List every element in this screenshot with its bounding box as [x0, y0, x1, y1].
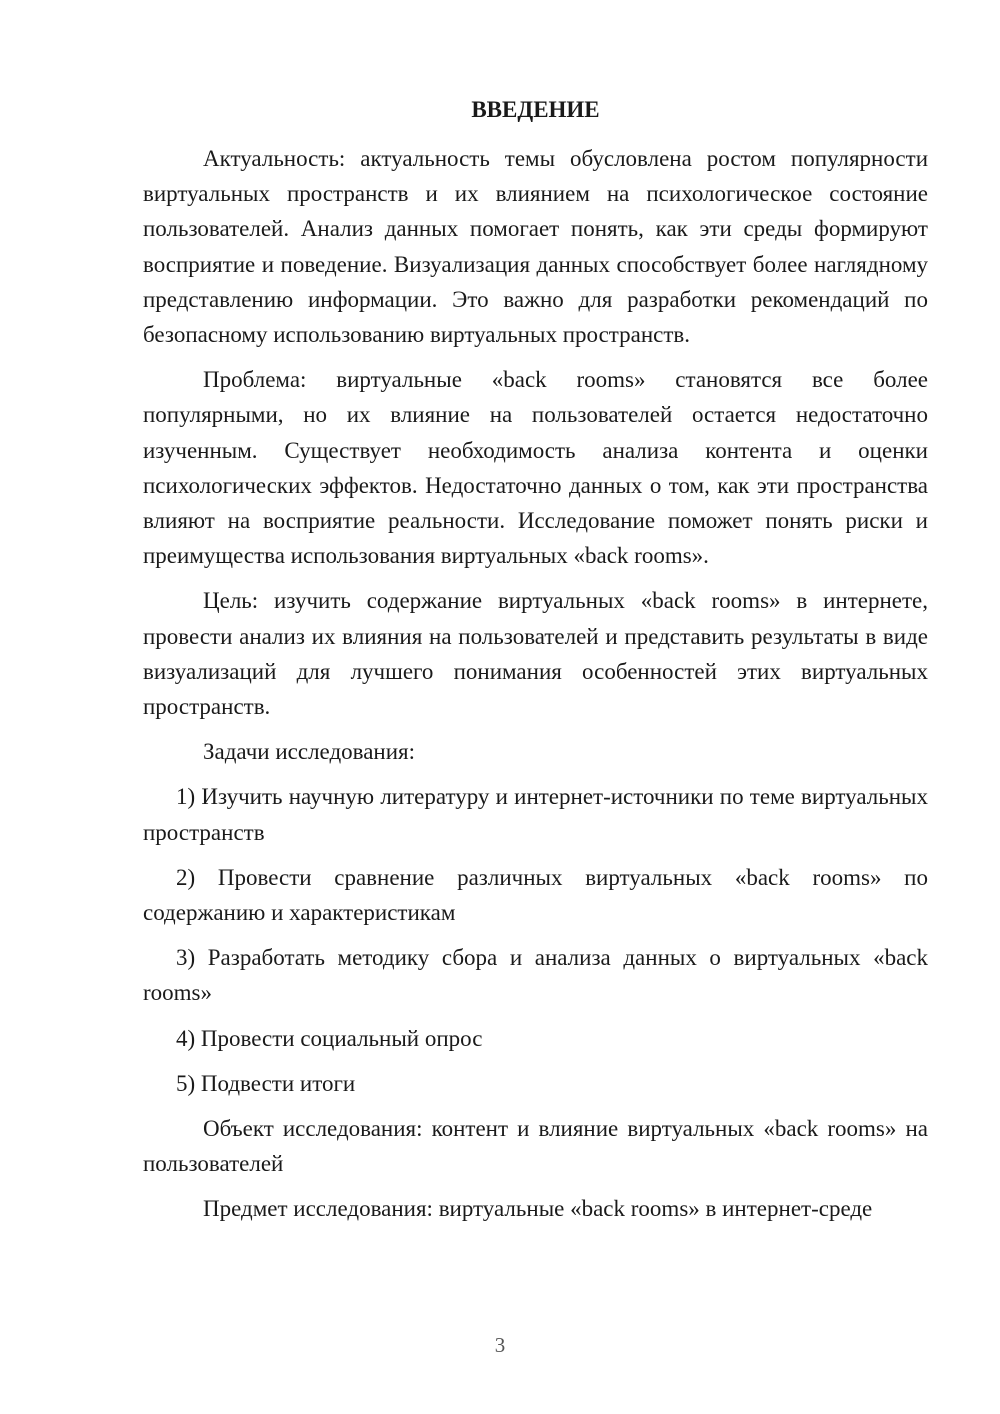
goal-paragraph: Цель: изучить содержание виртуальных «back rooms» в интернете, провести анализ их влияния на пользователей и представить результаты в виде визуализаций для лучшего понимания особенностей этих виртуальных пространств. [143, 588, 928, 720]
section-heading: ВВЕДЕНИЕ [471, 97, 600, 122]
subject-paragraph: Предмет исследования: виртуальные «back rooms» в интернет-среде [203, 1196, 873, 1222]
relevance-paragraph: Актуальность: актуальность темы обусловлена ростом популярности виртуальных пространств и их влиянием на психологическое состояние пользователей. Анализ данных помогает понять, как эти среды формируют восприятие и поведение. Визуализация данных способствует более наглядному представлению информации. Это важно для разработки рекомендаций по безопасному использованию виртуальных пространств. [143, 146, 928, 348]
document-page [143, 92, 928, 1227]
problem-paragraph: Проблема: виртуальные «back rooms» становятся все более популярными, но их влияние на пользователей остается недостаточно изученным. Существует необходимость анализа контента и оценки психологических эффектов. Недостаточно данных о том, как эти пространства влияют на восприятие реальности. Исследование поможет понять риски и преимущества использования виртуальных «back rooms». [143, 367, 928, 569]
task-item: 1) Изучить научную литературу и интернет-источники по теме виртуальных пространств [143, 784, 928, 845]
task-item: 2) Провести сравнение различных виртуальных «back rooms» по содержанию и характеристикам [143, 864, 928, 926]
tasks-heading: Задачи исследования: [203, 739, 416, 765]
task-item: 3) Разработать методику сбора и анализа данных о виртуальных «back rooms» [143, 945, 928, 1006]
task-item: 4) Провести социальный опрос [176, 1025, 483, 1051]
task-item: 5) Подвести итоги [176, 1070, 356, 1096]
page-number: 3 [494, 1333, 506, 1357]
object-paragraph: Объект исследования: контент и влияние виртуальных «back rooms» на пользователей [143, 1116, 928, 1177]
